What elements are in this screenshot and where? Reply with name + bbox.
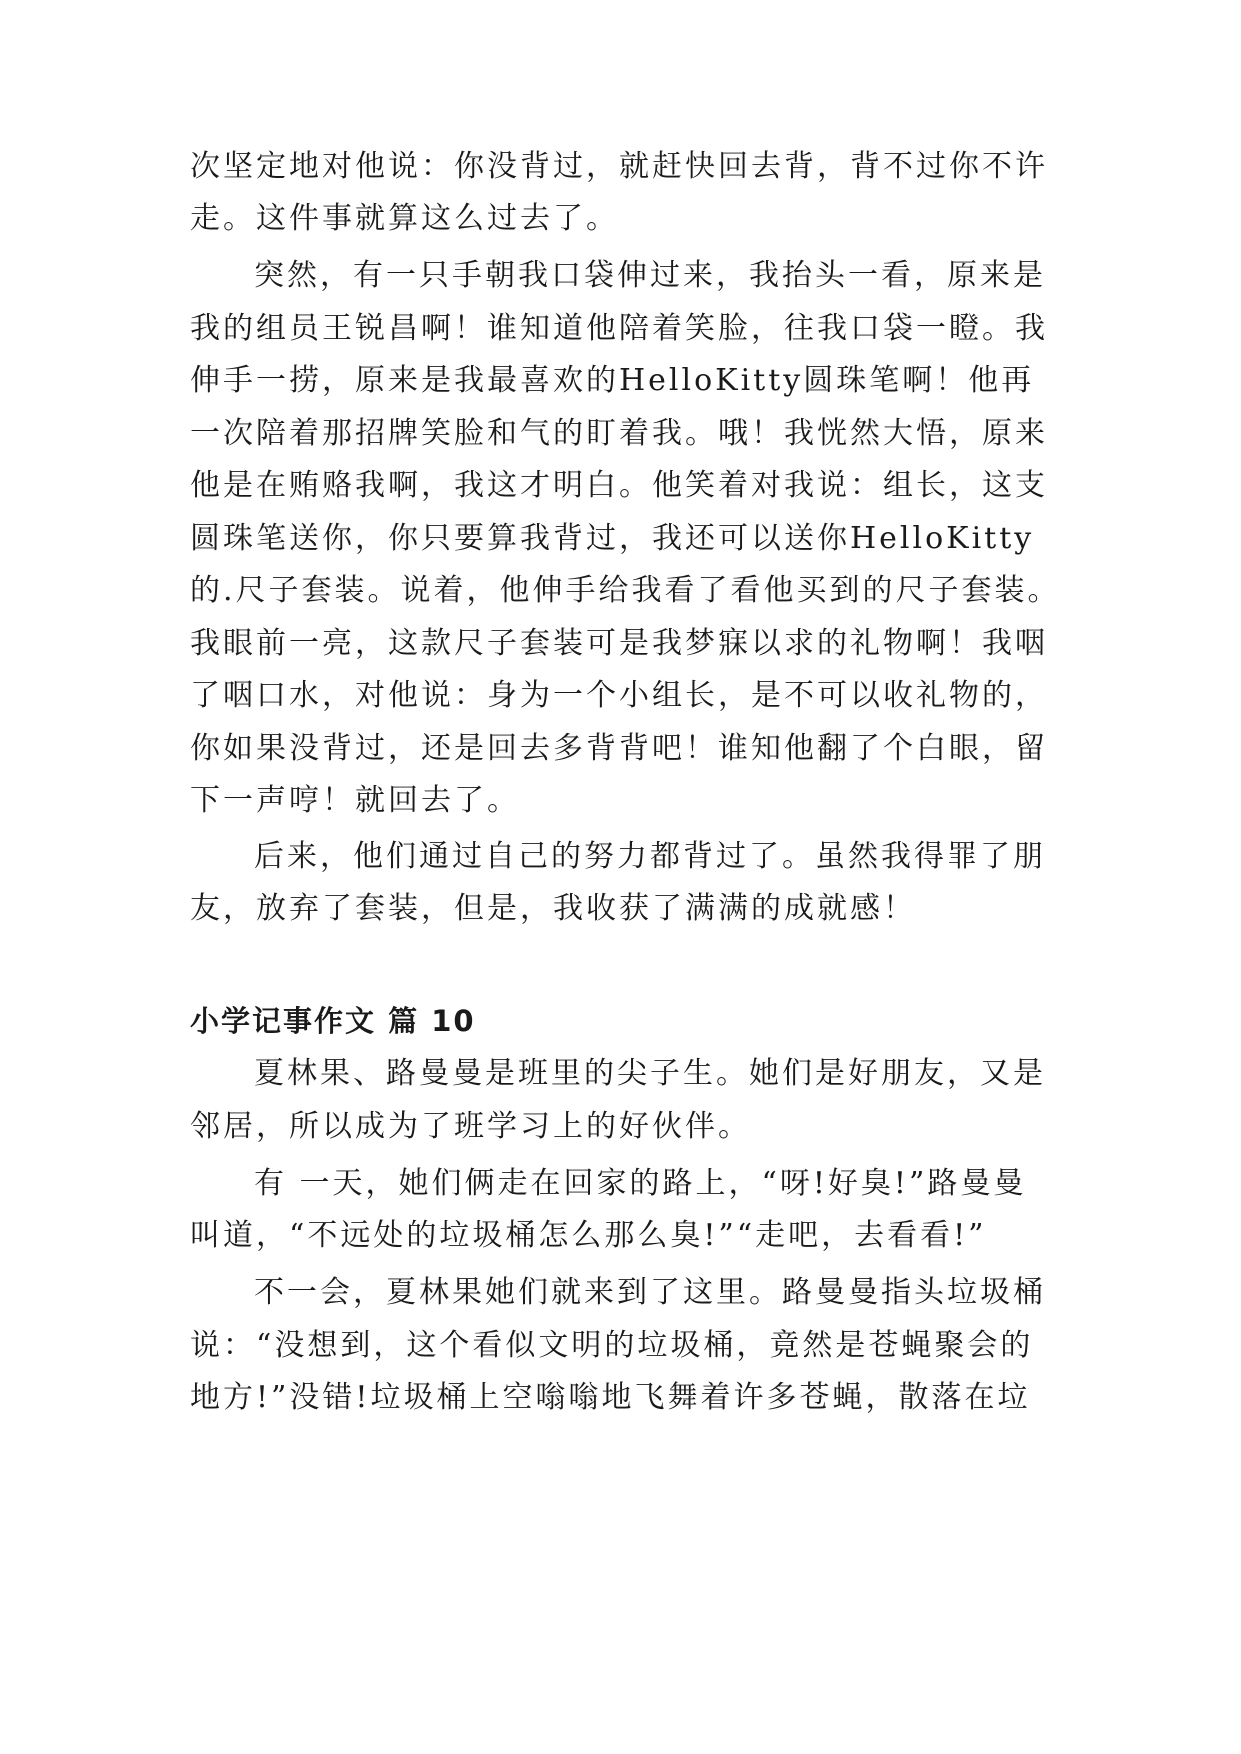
paragraph-start-line: 突然，有一只手朝我口袋伸过来，我抬头一看，原来是 — [254, 258, 1046, 293]
text-line: 了咽口水，对他说：身为一个小组长，是不可以收礼物的， — [190, 678, 1048, 713]
paragraph-start-line: 不一会，夏林果她们就来到了这里。路曼曼指头垃圾桶 — [254, 1275, 1046, 1310]
text-line: 地方!”没错!垃圾桶上空嗡嗡地飞舞着许多苍蝇，散落在垃 — [190, 1380, 1031, 1415]
paragraph-start-line: 有 一天，她们俩走在回家的路上，“呀!好臭!”路曼曼 — [254, 1166, 1027, 1201]
paragraph-start-line: 夏林果、路曼曼是班里的尖子生。她们是好朋友，又是 — [254, 1056, 1046, 1091]
text-line: 他是在贿赂我啊，我这才明白。他笑着对我说：组长，这支 — [190, 468, 1048, 503]
text-line: 次坚定地对他说：你没背过，就赶快回去背，背不过你不许 — [190, 149, 1048, 184]
text-line: 邻居，所以成为了班学习上的好伙伴。 — [190, 1109, 751, 1144]
text-line: 下一声哼！就回去了。 — [190, 783, 520, 818]
text-line: 伸手一捞，原来是我最喜欢的HelloKitty圆珠笔啊！他再 — [190, 363, 1035, 398]
text-line: 说：“没想到，这个看似文明的垃圾桶，竟然是苍蝇聚会的 — [190, 1328, 1034, 1363]
section-heading: 小学记事作文 篇 10 — [190, 1004, 476, 1038]
text-line: 我眼前一亮，这款尺子套装可是我梦寐以求的礼物啊！我咽 — [190, 626, 1048, 661]
text-line: 叫道，“不远处的垃圾桶怎么那么臭!”“走吧，去看看!” — [190, 1218, 987, 1253]
text-line: 走。这件事就算这么过去了。 — [190, 201, 619, 236]
paragraph-start-line: 后来，他们通过自己的努力都背过了。虽然我得罪了朋 — [254, 839, 1046, 874]
text-line: 的.尺子套装。说着，他伸手给我看了看他买到的尺子套装。 — [190, 573, 1061, 608]
text-line: 一次陪着那招牌笑脸和气的盯着我。哦！我恍然大悟，原来 — [190, 416, 1048, 451]
text-line: 圆珠笔送你，你只要算我背过，我还可以送你HelloKitty — [190, 521, 1035, 556]
text-line: 你如果没背过，还是回去多背背吧！谁知他翻了个白眼，留 — [190, 731, 1048, 766]
text-line: 我的组员王锐昌啊！谁知道他陪着笑脸，往我口袋一瞪。我 — [190, 311, 1048, 346]
text-line: 友，放弃了套装，但是，我收获了满满的成就感！ — [190, 891, 916, 926]
